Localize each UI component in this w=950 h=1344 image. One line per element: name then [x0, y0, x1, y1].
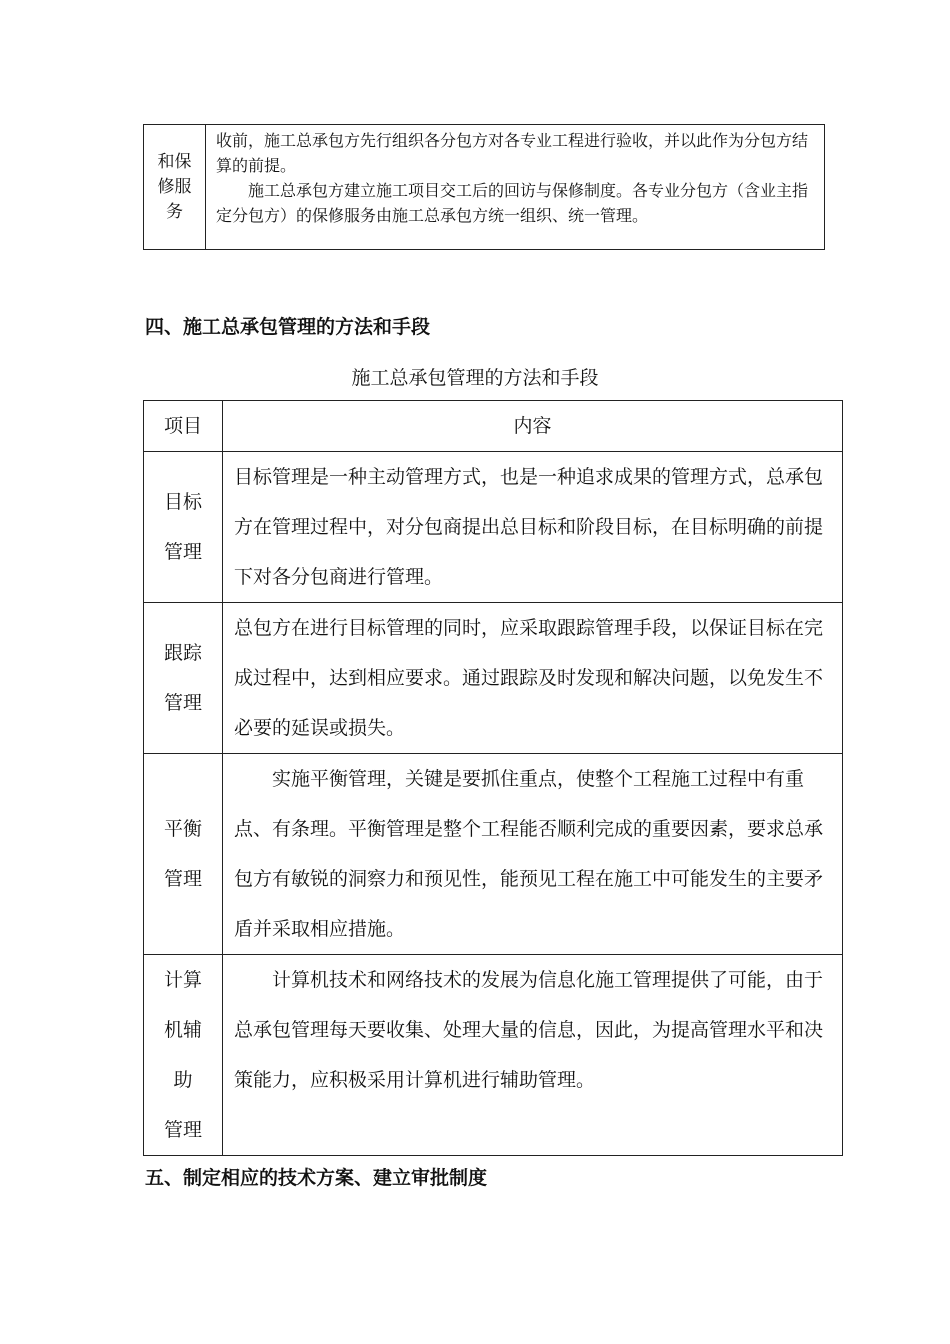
table-row [144, 452, 843, 603]
row-content: 目标管理是一种主动管理方式，也是一种追求成果的管理方式，总承包方在管理过程中，对分包商提出总目标和阶段目标，在目标明确的前提下对各分包商进行管理。 [223, 452, 843, 603]
row-content: 总包方在进行目标管理的同时，应采取跟踪管理手段，以保证目标在完成过程中，达到相应要求。通过跟踪及时发现和解决问题，以免发生不必要的延误或损失。 [223, 603, 843, 754]
row-label-line: 管理 [163, 1119, 202, 1141]
row-label [144, 452, 223, 603]
row-content [206, 125, 825, 250]
section-heading: 五、制定相应的技术方案、建立审批制度 [145, 1167, 488, 1189]
row-label-line: 管理 [163, 541, 202, 563]
row-content: 实施平衡管理，关键是要抓住重点，使整个工程施工过程中有重点、有条理。平衡管理是整个工程能否顺利完成的重要因素，要求总承包方有敏锐的洞察力和预见性，能预见工程在施工中可能发生的主要矛盾并采取相应措施。 [223, 754, 843, 955]
table-row [144, 125, 825, 250]
row-label-line: 计算 [163, 969, 202, 991]
row-label-line: 跟踪 [163, 642, 202, 664]
warranty-table [143, 124, 825, 250]
column-header: 项目 [144, 401, 223, 452]
paragraph: 施工总承包方建立施工项目交工后的回访与保修制度。各专业分包方（含业主指定分包方）的保修服务由施工总承包方统一组织、统一管理。 [216, 181, 809, 225]
row-content: 计算机技术和网络技术的发展为信息化施工管理提供了可能，由于总承包管理每天要收集、处理大量的信息，因此，为提高管理水平和决策能力，应积极采用计算机进行辅助管理。 [223, 955, 843, 1156]
table-row [144, 603, 843, 754]
table-row [144, 955, 843, 1156]
column-header: 内容 [223, 401, 843, 452]
row-label-line: 平衡 [163, 818, 202, 840]
row-label [144, 955, 223, 1156]
paragraph: 收前，施工总承包方先行组织各分包方对各专业工程进行验收，并以此作为分包方结算的前提。 [216, 131, 809, 175]
row-label-line: 和保 [157, 151, 192, 172]
row-label-line: 管理 [163, 692, 202, 714]
row-label-line: 务 [166, 201, 183, 222]
table-row [144, 754, 843, 955]
methods-table [143, 400, 843, 1156]
table-header-row [144, 401, 843, 452]
row-label-line: 管理 [163, 868, 202, 890]
table-caption: 施工总承包管理的方法和手段 [351, 367, 599, 389]
row-label-line: 机辅 [163, 1019, 202, 1041]
row-label [144, 603, 223, 754]
row-label-line: 助 [173, 1069, 193, 1091]
section-heading: 四、施工总承包管理的方法和手段 [145, 316, 431, 338]
row-label-line: 修服 [157, 176, 192, 197]
row-label [144, 125, 206, 250]
row-label-line: 目标 [163, 491, 202, 513]
row-label [144, 754, 223, 955]
